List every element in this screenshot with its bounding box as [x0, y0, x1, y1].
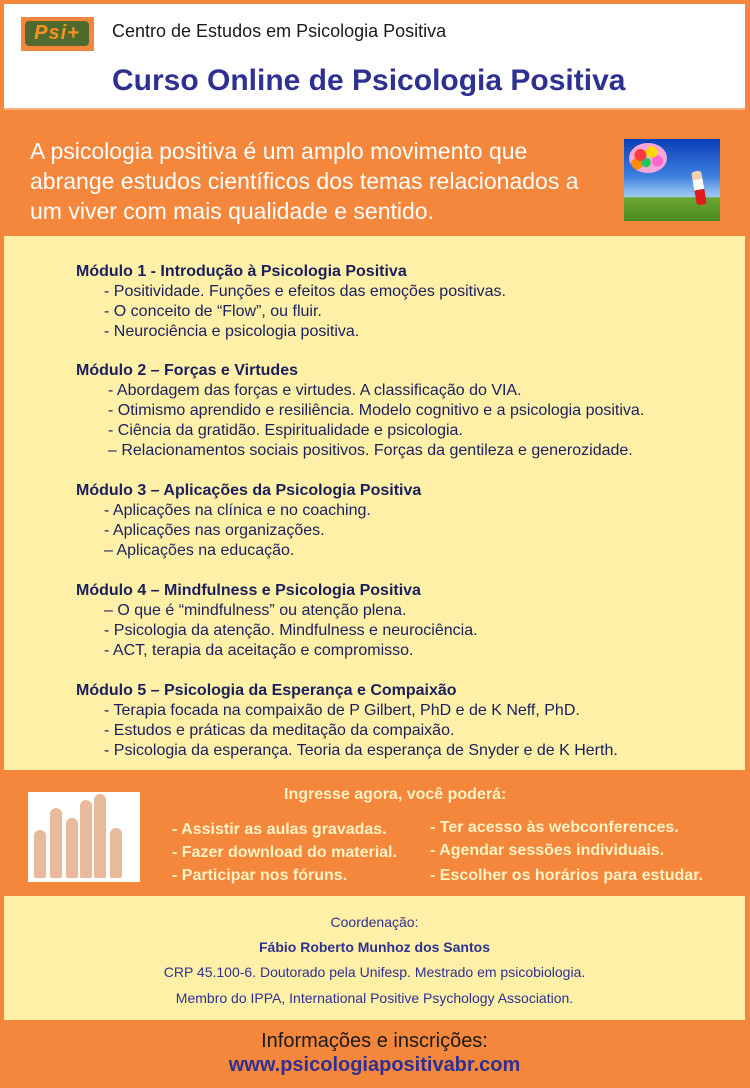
benefits-band: [4, 772, 745, 894]
benefit-item: - Agendar sessões individuais.: [430, 842, 665, 859]
coordinator-membership: Membro do IPPA, International Positive Psychology Association.: [175, 990, 574, 1006]
thumb-up-icon: [110, 828, 122, 878]
course-title: Curso Online de Psicologia Positiva: [112, 64, 626, 97]
module-5: [76, 681, 618, 761]
benefit-item: - Escolher os horários para estudar.: [430, 867, 703, 884]
thumb-up-icon: [94, 794, 106, 878]
thumb-up-icon: [34, 830, 46, 878]
module-item: – O que é “mindfulness” ou atenção plena.: [104, 602, 407, 619]
module-item: - Ciência da gratidão. Espiritualidade e psicologia.: [108, 422, 463, 439]
balloons-photo-icon: [624, 139, 720, 221]
module-item: - Positividade. Funções e efeitos das emoções positivas.: [104, 283, 506, 300]
logo: [21, 17, 94, 51]
thumb-up-icon: [80, 800, 92, 878]
intro-text: [30, 136, 610, 226]
module-2: [76, 361, 644, 461]
intro-line: um viver com mais qualidade e sentido.: [30, 198, 434, 224]
module-item: - Psicologia da atenção. Mindfulness e neurociência.: [104, 622, 478, 639]
modules-panel: [4, 236, 745, 770]
module-1: [76, 262, 506, 342]
intro-band: [4, 112, 745, 234]
website-link[interactable]: www.psicologiapositivabr.com: [228, 1054, 521, 1076]
jumping-person-icon: [691, 170, 707, 205]
module-title: Módulo 5 – Psicologia da Esperança e Compaixão: [76, 682, 457, 699]
module-item: - ACT, terapia da aceitação e compromisso.: [104, 642, 414, 659]
thumb-up-icon: [66, 818, 78, 878]
balloons-icon: [629, 143, 667, 173]
benefit-item: - Fazer download do material.: [172, 844, 397, 861]
module-item: - Neurociência e psicologia positiva.: [104, 323, 360, 340]
benefits-right-list: [430, 816, 703, 887]
coordinator-credentials: CRP 45.100-6. Doutorado pela Unifesp. Mestrado em psicobiologia.: [163, 964, 586, 980]
module-4: [76, 581, 478, 661]
module-item: – Aplicações na educação.: [104, 542, 295, 559]
module-title: Módulo 2 – Forças e Virtudes: [76, 362, 298, 379]
benefit-item: - Assistir as aulas gravadas.: [172, 821, 387, 838]
intro-line: abrange estudos científicos dos temas relacionados a: [30, 168, 579, 194]
benefit-item: - Participar nos fóruns.: [172, 867, 348, 884]
coordinator-name: Fábio Roberto Munhoz dos Santos: [259, 939, 490, 955]
coordination-label: Coordenação:: [330, 914, 419, 930]
module-item: - Otimismo aprendido e resiliência. Modelo cognitivo e a psicologia positiva.: [108, 402, 645, 419]
thumbs-up-photo-icon: [28, 792, 140, 882]
coordination-panel: [4, 896, 745, 1020]
module-item: - Aplicações na clínica e no coaching.: [104, 502, 371, 519]
header: [4, 4, 745, 110]
benefits-title: Ingresse agora, você poderá:: [284, 786, 507, 803]
module-item: – Relacionamentos sociais positivos. Forças da gentileza e generozidade.: [108, 442, 633, 459]
intro-line: A psicologia positiva é um amplo movimento que: [30, 138, 528, 164]
thumb-up-icon: [50, 808, 62, 878]
module-item: - Terapia focada na compaixão de P Gilbert, PhD e de K Neff, PhD.: [104, 702, 580, 719]
module-3: [76, 481, 421, 561]
module-item: - Estudos e práticas da meditação da compaixão.: [104, 722, 455, 739]
module-title: Módulo 3 – Aplicações da Psicologia Positiva: [76, 482, 422, 499]
module-item: - Psicologia da esperança. Teoria da esperança de Snyder e de K Herth.: [104, 742, 618, 759]
logo-text: Psi+: [25, 21, 89, 46]
benefits-left-list: [172, 818, 397, 887]
org-name: Centro de Estudos em Psicologia Positiva: [112, 21, 447, 41]
benefit-item: - Ter acesso às webconferences.: [430, 819, 679, 836]
module-title: Módulo 1 - Introdução à Psicologia Positiva: [76, 263, 407, 280]
module-item: - Aplicações nas organizações.: [104, 522, 325, 539]
module-item: - O conceito de “Flow”, ou fluir.: [104, 303, 322, 320]
module-title: Módulo 4 – Mindfulness e Psicologia Positiva: [76, 582, 421, 599]
module-item: - Abordagem das forças e virtudes. A classificação do VIA.: [108, 382, 522, 399]
footer: [4, 1022, 745, 1084]
footer-label: Informações e inscrições:: [261, 1030, 488, 1052]
